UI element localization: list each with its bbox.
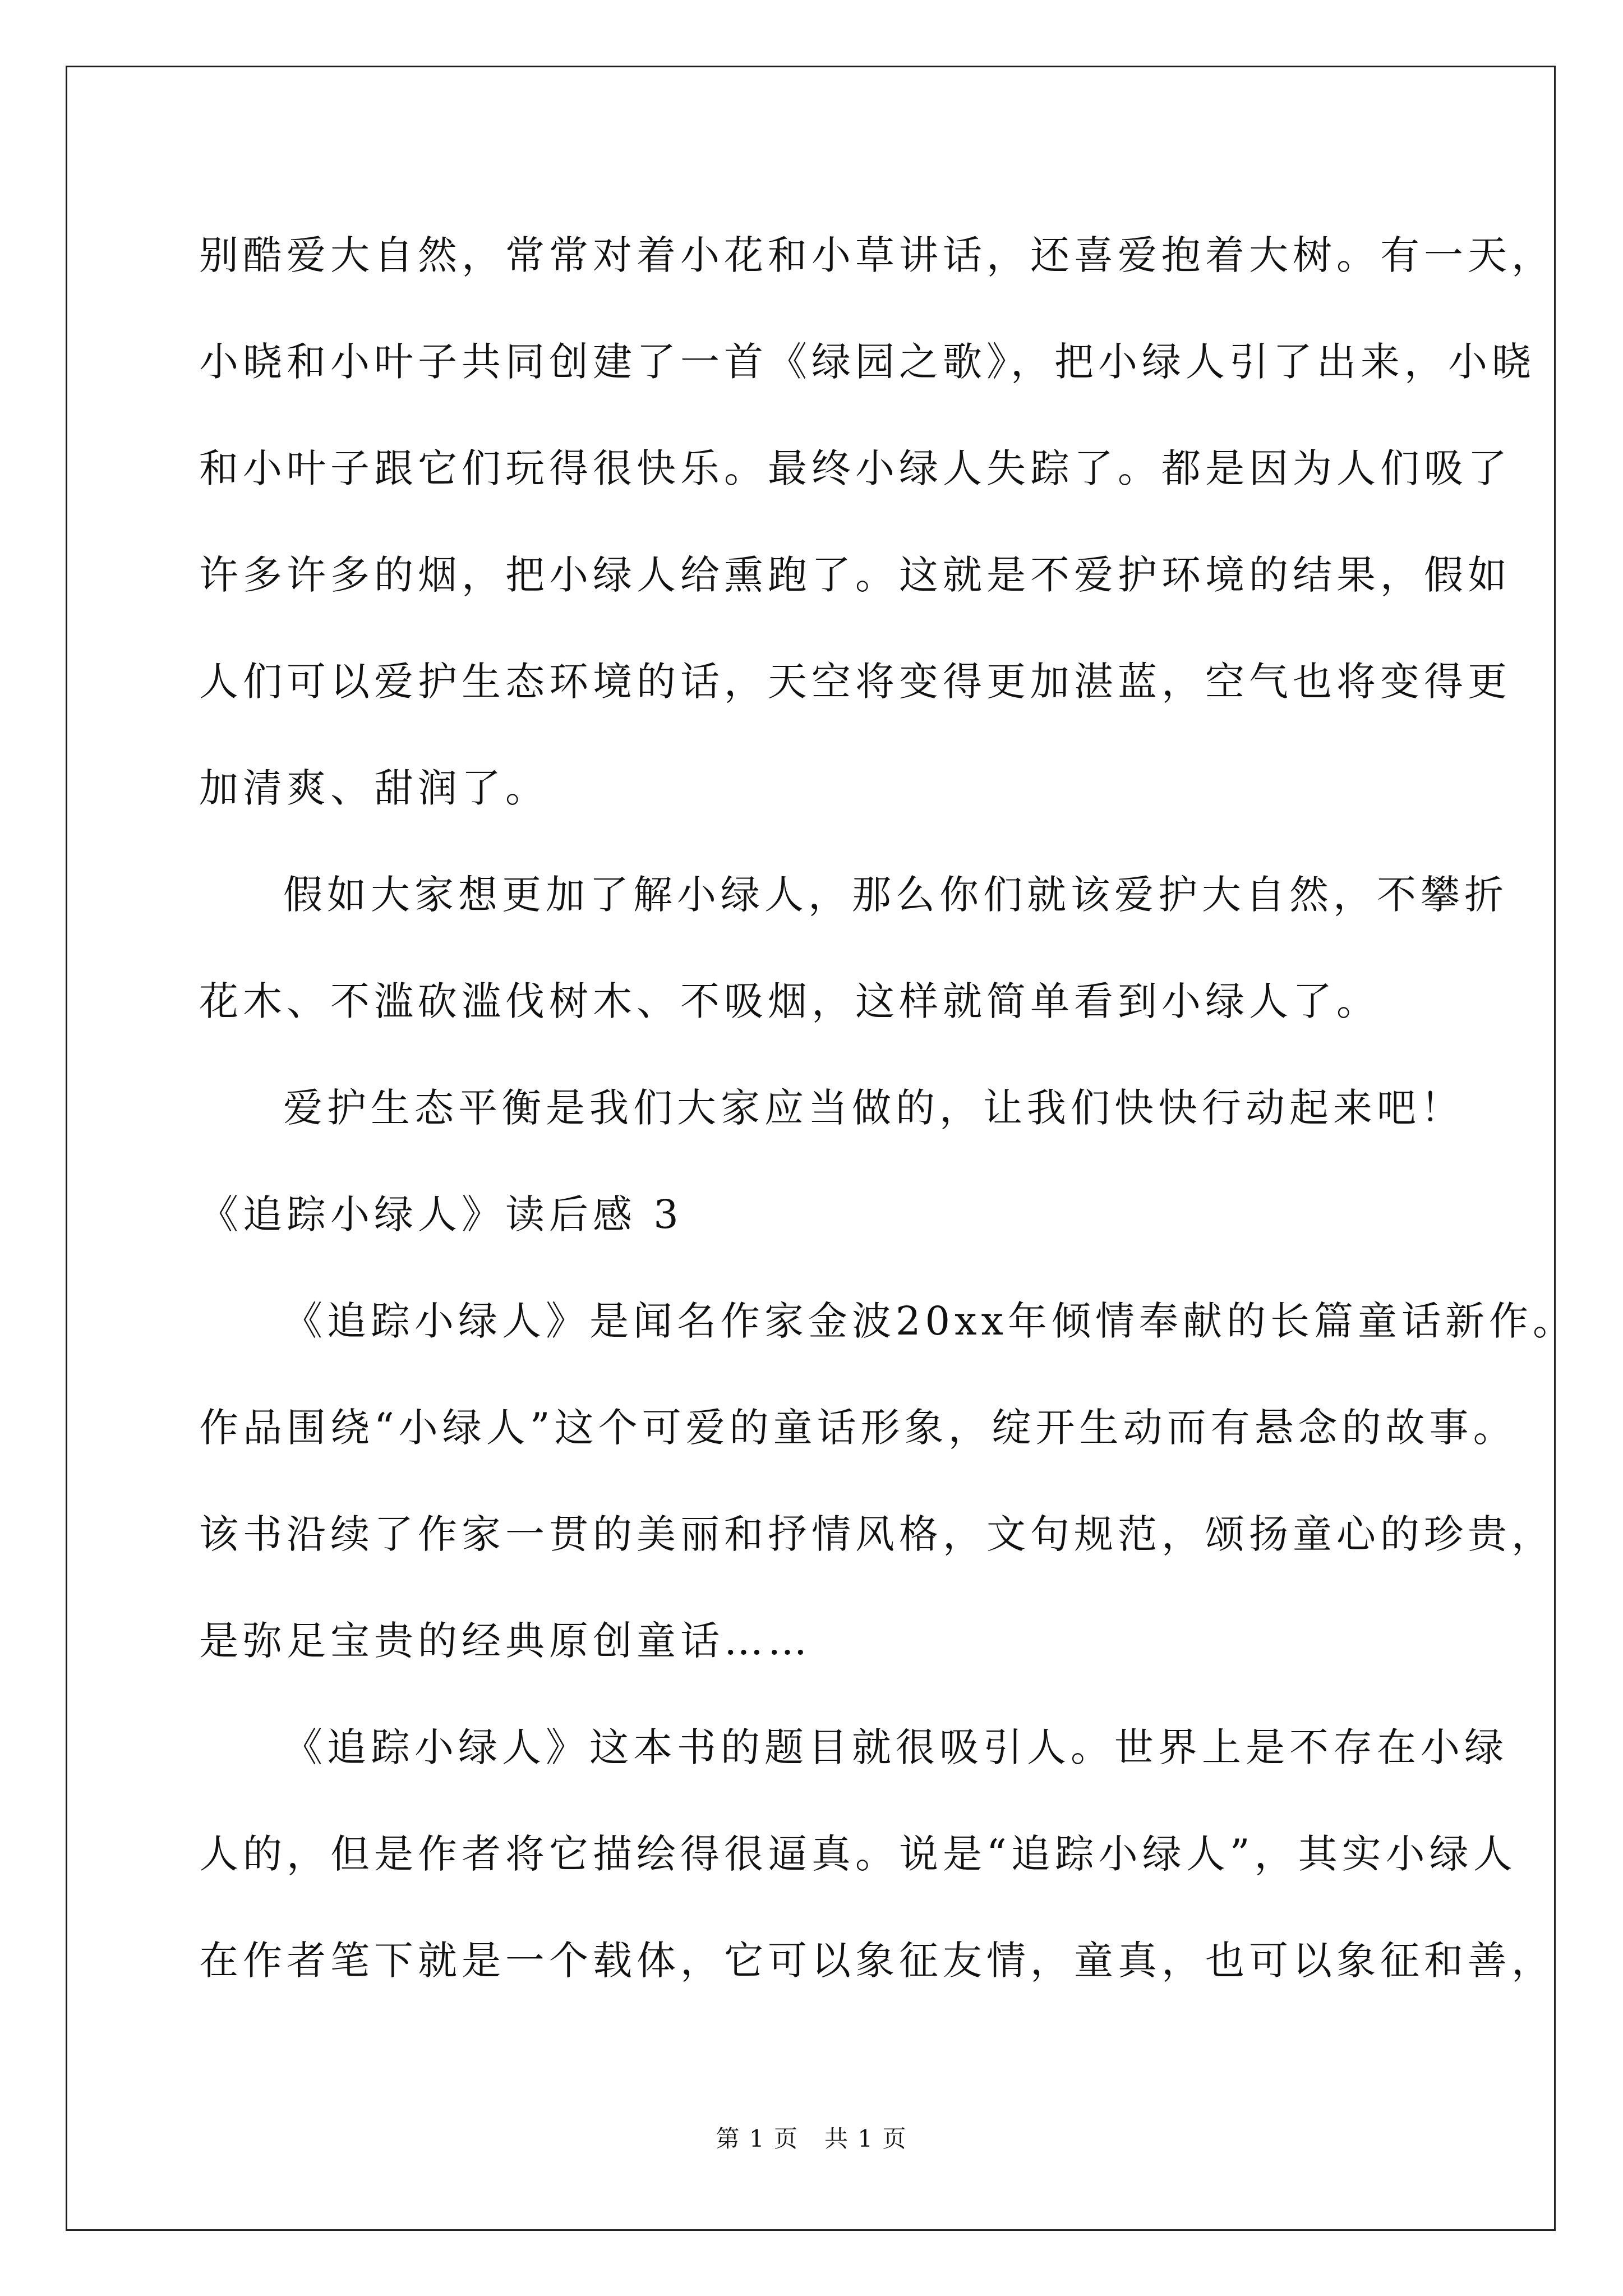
text-line: 人们可以爱护生态环境的话，天空将变得更加湛蓝，空气也将变得更 bbox=[199, 659, 1511, 705]
text-line: 该书沿续了作家一贯的美丽和抒情风格，文句规范，颂扬童心的珍贵， bbox=[199, 1511, 1555, 1557]
text-line: 和小叶子跟它们玩得很快乐。最终小绿人失踪了。都是因为人们吸了 bbox=[199, 445, 1511, 491]
text-line: 在作者笔下就是一个载体，它可以象征友情，童真，也可以象征和善， bbox=[199, 1938, 1555, 1984]
text-line: 加清爽、甜润了。 bbox=[199, 765, 549, 811]
text-line: 许多许多的烟，把小绿人给熏跑了。这就是不爱护环境的结果，假如 bbox=[199, 552, 1511, 598]
paragraph-start-line: 假如大家想更加了解小绿人，那么你们就该爱护大自然，不攀折 bbox=[283, 872, 1508, 918]
text-line: 小晓和小叶子共同创建了一首《绿园之歌》，把小绿人引了出来，小晓 bbox=[199, 339, 1536, 385]
text-line: 作品围绕“小绿人”这个可爱的童话形象，绽开生动而有悬念的故事。 bbox=[199, 1405, 1517, 1451]
text-line: 别酷爱大自然，常常对着小花和小草讲话，还喜爱抱着大树。有一天， bbox=[199, 232, 1555, 278]
text-line: 人的，但是作者将它描绘得很逼真。说是“追踪小绿人”，其实小绿人 bbox=[199, 1831, 1517, 1877]
paragraph-start-line: 爱护生态平衡是我们大家应当做的，让我们快快行动起来吧！ bbox=[283, 1085, 1464, 1131]
text-line: 花木、不滥砍滥伐树木、不吸烟，这样就简单看到小绿人了。 bbox=[199, 978, 1380, 1024]
document-body bbox=[199, 202, 1577, 2014]
text-line: 是弥足宝贵的经典原创童话…… bbox=[199, 1618, 811, 1664]
paragraph-start-line: 《追踪小绿人》这本书的题目就很吸引人。世界上是不存在小绿 bbox=[283, 1724, 1508, 1770]
section-heading: 《追踪小绿人》读后感 3 bbox=[199, 1191, 683, 1237]
page-footer: 第 1 页 共 1 页 bbox=[716, 2125, 907, 2152]
paragraph-start-line: 《追踪小绿人》是闻名作家金波20xx年倾情奉献的长篇童话新作。 bbox=[283, 1298, 1577, 1344]
